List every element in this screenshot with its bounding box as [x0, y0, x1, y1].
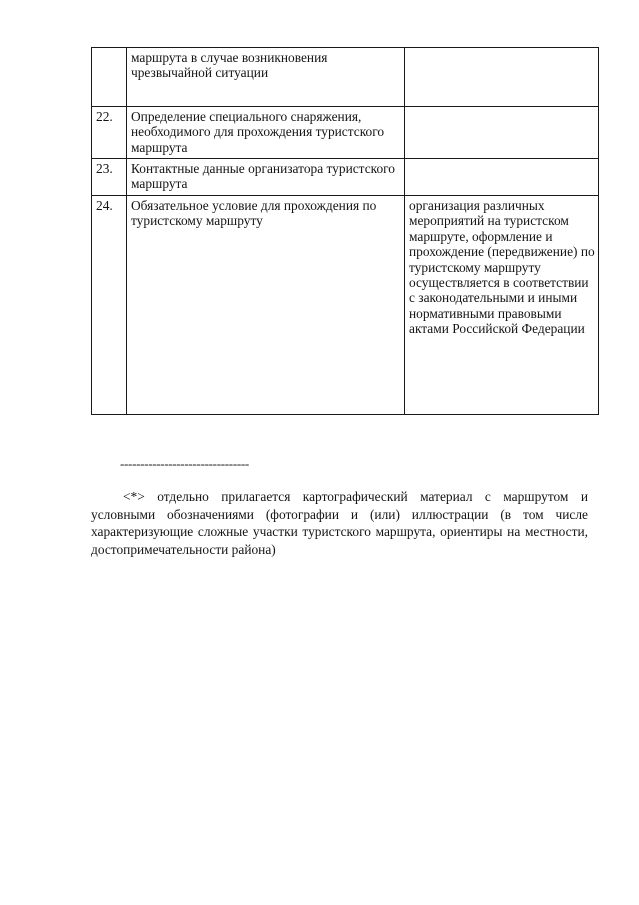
row-number: 22.	[92, 107, 127, 159]
row-number: 23.	[92, 159, 127, 196]
row-value	[405, 107, 599, 159]
table-row	[92, 159, 599, 196]
table-row	[92, 107, 599, 159]
row-value: организация различных мероприятий на туристском маршруте, оформление и прохождение (передвижение) по туристскому маршруту осуществляется в соответствии с законодательными и иными нормативными правовыми актами Российской Федерации	[405, 196, 599, 415]
row-number	[92, 48, 127, 107]
footnote-divider: --------------------------------	[120, 456, 249, 471]
row-name: Контактные данные организатора туристского маршрута	[127, 159, 405, 196]
row-name: Обязательное условие для прохождения по туристскому маршруту	[127, 196, 405, 415]
row-value	[405, 159, 599, 196]
row-name: маршрута в случае возникновения чрезвычайной ситуации	[127, 48, 405, 107]
row-name: Определение специального снаряжения, необходимого для прохождения туристского маршрута	[127, 107, 405, 159]
footnote-text: <*> отдельно прилагается картографический материал с маршрутом и условными обозначениями (фотографии и (или) иллюстрации (в том числе характеризующие сложные участки туристского маршрута, ориентиры на местности, достопримечательности района)	[91, 489, 588, 557]
table-row	[92, 196, 599, 415]
row-number: 24.	[92, 196, 127, 415]
table-row	[92, 48, 599, 107]
row-value	[405, 48, 599, 107]
route-passport-table	[91, 47, 599, 415]
